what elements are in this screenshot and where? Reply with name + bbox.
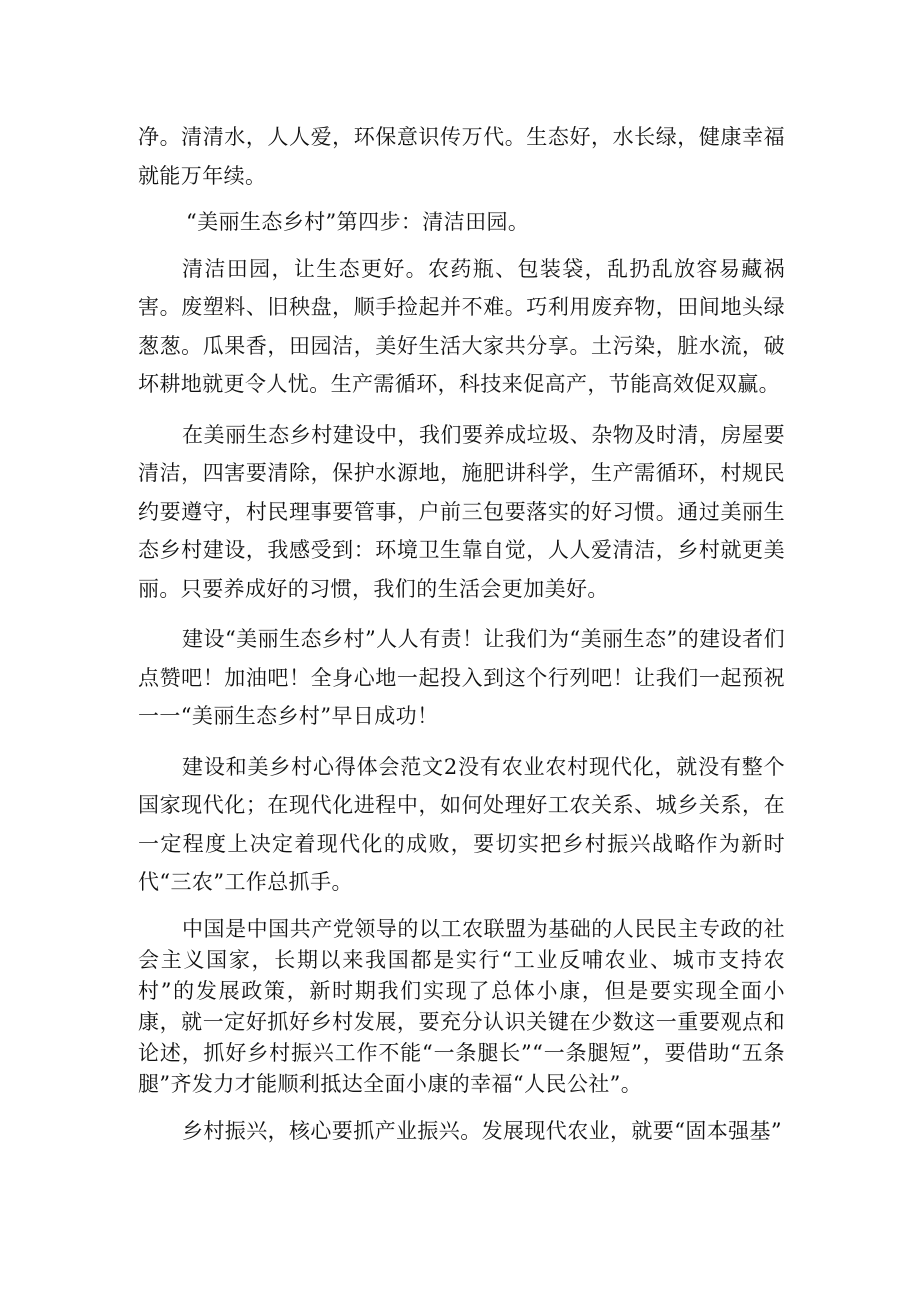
paragraph-clean-fields: 清洁田园，让生态更好。农药瓶、包装袋，乱扔乱放容易藏祸害。废塑料、旧秧盘，顺手捡起并不难。巧利用废弃物，田间地头绿葱葱。瓜果香，田园洁，美好生活大家共分享。土污染，脏水流，破坏耕地就更令人忧。生产需循环，科技来促高产，节能高效促双赢。 [138,256,785,396]
paragraph-industry-revitalization: 乡村振兴，核心要抓产业振兴。发展现代农业，就要“固本强基” [182,1118,783,1143]
step-four-heading: “美丽生态乡村”第四步：清洁田园。 [186,210,530,234]
paragraph-continuation: 净。清清水，人人爱，环保意识传万代。生态好，水长绿，健康幸福就能万年续。 [138,125,785,188]
paragraph-everyone-responsible: 建设“美丽生态乡村”人人有责！让我们为“美丽生态”的建设者们点赞吧！加油吧！全身心地一起投入到这个行列吧！让我们一起预祝一一“美丽生态乡村”早日成功！ [138,627,785,728]
paragraph-china-rural-policy: 中国是中国共产党领导的以工农联盟为基础的人民民主专政的社会主义国家，长期以来我国都是实行“工业反哺农业、城市支持农村”的发展政策，新时期我们实现了总体小康，但是要实现全面小康，就一定好抓好乡村发展，要充分认识关键在少数这一重要观点和论述，抓好乡村振兴工作不能“一条腿长”“一条腿短”，要借助“五条腿”齐发力才能顺利抵达全面小康的幸福“人民公社”。 [138,916,785,1096]
paragraph-village-construction: 在美丽生态乡村建设中，我们要养成垃圾、杂物及时清，房屋要清洁，四害要清除，保护水源地，施肥讲科学，生产需循环，村规民约要遵守，村民理事要管事，户前三包要落实的好习惯。通过美丽生态乡村建设，我感受到：环境卫生靠自觉，人人爱清洁，乡村就更美丽。只要养成好的习惯，我们的生活会更加美好。 [138,422,785,601]
paragraph-sample-essay-2: 建设和美乡村心得体会范文2没有农业农村现代化，就没有整个国家现代化；在现代化进程中，如何处理好工农关系、城乡关系，在一定程度上决定着现代化的成败，要切实把乡村振兴战略作为新时代“三农”工作总抓手。 [138,754,785,894]
